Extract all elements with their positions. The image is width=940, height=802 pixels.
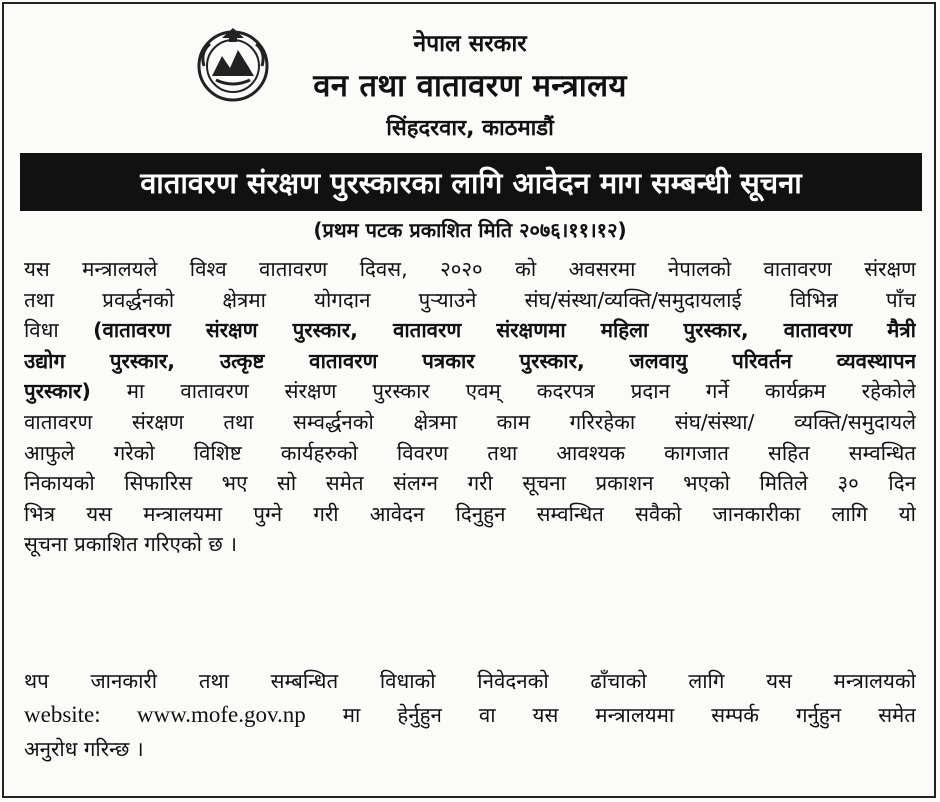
ministry-location: सिंहदरवार, काठमाडौं xyxy=(386,116,554,141)
award-list: उद्योग पुरस्कार, उत्कृष्ट वातावरण पत्रकार पुरस्कार, जलवायु परिवर्तन व्यवस्थापन xyxy=(24,348,916,373)
body-line: भित्र यस मन्त्रालयमा पुग्ने गरी आवेदन दिनुहुन सम्वन्धित सवैको जानकारीका लागि यो xyxy=(24,501,916,526)
body-line: यस मन्त्रालयले विश्व वातावरण दिवस, २०२० को अवसरमा नेपालको वातावरण संरक्षण xyxy=(24,257,916,281)
body-text: मा वातावरण संरक्षण पुरस्कार एवम् कदरपत्र प्रदान गर्ने कार्यक्रम रहेकोले xyxy=(126,379,916,404)
notice-body xyxy=(24,254,916,560)
award-list: (वातावरण संरक्षण पुरस्कार, वातावरण संरक्षणमा महिला पुरस्कार, वातावरण मैत्री xyxy=(93,318,916,343)
body-line xyxy=(24,315,916,346)
body-text: विधा xyxy=(24,318,59,343)
footer-line xyxy=(24,698,916,732)
footer-paragraph xyxy=(24,664,916,766)
body-line: निकायको सिफारिस भए सो समेत संलग्न गरी सूचना प्रकाशन भएको मितिले ३० दिन xyxy=(24,471,916,496)
ministry-name: वन तथा वातावरण मन्त्रालय xyxy=(313,68,627,104)
notice-title: वातावरण संरक्षण पुरस्कारका लागि आवेदन माग सम्बन्धी सूचना xyxy=(140,165,802,200)
footer-line: अनुरोध गरिन्छ । xyxy=(24,737,144,761)
footer-line: थप जानकारी तथा सम्बन्धित विधाको निवेदनको ढाँचाको लागि यस मन्त्रालयको xyxy=(24,669,916,693)
body-line xyxy=(24,376,916,407)
body-line: वातावरण संरक्षण तथा सम्वर्द्धनको क्षेत्रमा काम गरिरहेका संघ/संस्था/ व्यक्ति/समुदायले xyxy=(24,409,916,434)
body-line: आफुले गरेको विशिष्ट कार्यहरुको विवरण तथा आवश्यक कागजात सहित सम्वन्धित xyxy=(24,440,916,465)
website-link[interactable]: website: www.mofe.gov.np xyxy=(24,702,306,727)
body-line xyxy=(24,346,916,377)
body-line: तथा प्रवर्द्धनको क्षेत्रमा योगदान पुऱ्याउने संघ/संस्था/व्यक्ति/समुदायलाई विभिन्न पाँच xyxy=(24,287,916,312)
notice-title-bar xyxy=(20,153,922,211)
publication-date: (प्रथम पटक प्रकाशित मिति २०७६।११।१२) xyxy=(313,218,627,242)
footer-text: मा हेर्नुहुन वा यस मन्त्रालयमा सम्पर्क गर्नुहुन समेत xyxy=(342,703,916,727)
government-name: नेपाल सरकार xyxy=(413,31,527,57)
award-list: पुरस्कार) xyxy=(24,379,91,404)
body-line: सूचना प्रकाशित गरिएको छ । xyxy=(24,532,238,557)
